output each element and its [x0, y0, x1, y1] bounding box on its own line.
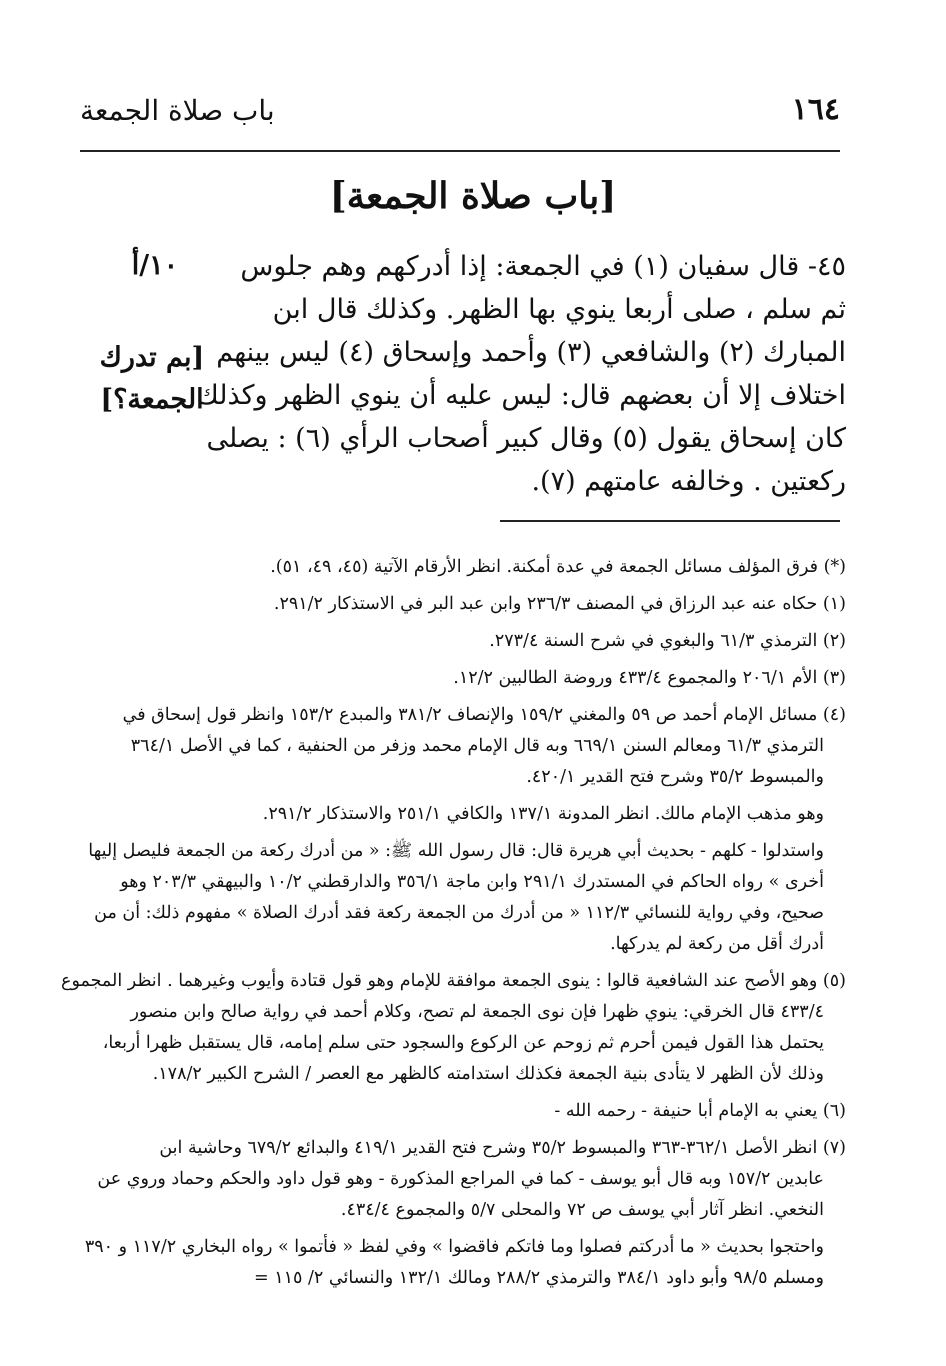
footnote-5: [61, 966, 846, 1090]
footnote-line: (٥) وهو الأصح عند الشافعية قالوا : ينوى الجمعة موافقة للإمام وهو قول قتادة وأيوب وغيرهما . انظر المجموع: [61, 971, 846, 991]
margin-folio-marker: ١٠/أ: [131, 250, 179, 281]
margin-note-line: [بم تدرك: [99, 342, 205, 373]
footnote-line: (*) فرق المؤلف مسائل الجمعة في عدة أمكنة. انظر الأرقام الآتية (٤٥، ٤٩، ٥١).: [270, 557, 846, 577]
main-text-line: اختلاف إلا أن بعضهم قال: ليس عليه أن ينوي الظهر وكذلك: [196, 380, 846, 411]
footnote-line: أدرك أقل من ركعة لم يدركها.: [610, 934, 824, 954]
footnote-3: [86, 663, 846, 694]
footnote-4-evidence: [86, 836, 846, 960]
header-rule: [80, 150, 840, 152]
footnote-7-evidence: [86, 1232, 846, 1294]
footnote-line: (١) حكاه عنه عبد الرزاق في المصنف ٢٣٦/٣ وابن عبد البر في الاستذكار ٢٩١/٢.: [273, 594, 846, 614]
footnote-line: النخعي. انظر آثار أبي يوسف ص ٧٢ والمحلى ٥/٧ والمجموع ٤٣٤/٤.: [340, 1200, 824, 1220]
footnote-rule: [500, 520, 840, 522]
footnote-7: [86, 1133, 846, 1226]
main-text-line: ٤٥- قال سفيان (١) في الجمعة: إذا أدركهم وهم جلوس: [240, 251, 846, 282]
main-text-line: المبارك (٢) والشافعي (٣) وأحمد وإسحاق (٤) ليس بينهم: [216, 337, 846, 368]
page-number: ١٦٤: [791, 92, 840, 127]
footnote-line: (٧) انظر الأصل ٣٦٢/١-٣٦٣ والمبسوط ٣٥/٢ وشرح فتح القدير ٤١٩/١ والبدائع ٦٧٩/٢ وحاشية ابن: [159, 1138, 846, 1158]
running-head: [80, 92, 840, 142]
footnote-1: [86, 589, 846, 620]
footnote-line: (٤) مسائل الإمام أحمد ص ٥٩ والمغني ١٥٩/٢ والإنصاف ٣٨١/٢ والمبدع ١٥٣/٢ وانظر قول إسحاق في: [122, 705, 846, 725]
footnote-line: أخرى » رواه الحاكم في المستدرك ٢٩١/١ وابن ماجة ٣٥٦/١ والدارقطني ١٠/٢ والبيهقي ٢٠٣/٣ وهو: [120, 872, 824, 892]
footnote-line: وهو مذهب الإمام مالك. انظر المدونة ١٣٧/١ والكافي ٢٥١/١ والاستذكار ٢٩١/٢.: [262, 804, 824, 824]
footnote-line: واستدلوا - كلهم - بحديث أبي هريرة قال: قال رسول الله ﷺ: « من أدرك ركعة من الجمعة فليصل إليها: [88, 841, 824, 861]
footnote-line: واحتجوا بحديث « ما أدركتم فصلوا وما فاتكم فاقضوا » وفي لفظ « فأتموا » رواه البخاري ١١٧/٢ و ٣٩٠: [84, 1237, 824, 1257]
running-title: باب صلاة الجمعة: [80, 94, 275, 127]
footnote-line: (٣) الأم ٢٠٦/١ والمجموع ٤٣٣/٤ وروضة الطالبين ١٢/٢.: [453, 668, 846, 688]
main-text-line: كان إسحاق يقول (٥) وقال كبير أصحاب الرأي (٦) : يصلى: [206, 423, 846, 454]
margin-note-line: الجمعة؟]: [100, 384, 204, 415]
footnotes: [61, 552, 846, 1300]
footnote-line: ومسلم ٩٨/٥ وأبو داود ٣٨٤/١ والترمذي ٢٨٨/٢ ومالك ١٣٢/١ والنسائي ٢/ ١١٥ =: [254, 1268, 824, 1288]
footnote-line: (٢) الترمذي ٦١/٣ والبغوي في شرح السنة ٢٧٣/٤.: [489, 631, 846, 651]
footnote-6: [86, 1096, 846, 1127]
chapter-title: [باب صلاة الجمعة]: [329, 175, 617, 217]
footnote-line: عابدين ١٥٧/٢ وبه قال أبو يوسف - كما في المراجع المذكورة - وهو قول داود والحكم وحماد وروي عن: [97, 1169, 824, 1189]
footnote-line: والمبسوط ٣٥/٢ وشرح فتح القدير ٤٢٠/١.: [526, 767, 824, 787]
main-text-line: ركعتين . وخالفه عامتهم (٧).: [531, 466, 846, 497]
footnote-line: الترمذي ٦١/٣ ومعالم السنن ٦٦٩/١ وبه قال الإمام محمد وزفر من الحنفية ، كما في الأصل ٣٦٤/١: [130, 736, 824, 756]
footnote-line: صحيح، وفي رواية للنسائي ١١٢/٣ « من أدرك من الجمعة ركعة فقد أدرك الصلاة » مفهوم ذلك: أن من: [94, 903, 824, 923]
footnote-2: [86, 626, 846, 657]
footnote-line: ٤٣٣/٤ قال الخرقي: ينوي ظهرا فإن نوى الجمعة لم تصح، وكلام أحمد في رواية صالح وابن منصور: [130, 1002, 824, 1022]
footnote-4: [86, 700, 846, 793]
footnote-line: (٦) يعني به الإمام أبا حنيفة - رحمه الله -: [554, 1101, 846, 1121]
footnote-star: [86, 552, 846, 583]
main-text: [196, 245, 846, 503]
footnote-line: يحتمل هذا القول فيمن أحرم ثم زوحم عن الركوع والسجود حتى سلم إمامه، قال يستقبل ظهرا أربعا،: [102, 1033, 824, 1053]
footnote-4-maliki: [86, 799, 846, 830]
main-text-line: ثم سلم ، صلى أربعا ينوي بها الظهر. وكذلك قال ابن: [272, 294, 846, 325]
margin-note: [92, 337, 212, 421]
footnote-line: وذلك لأن الظهر لا يتأدى بنية الجمعة فكذلك استدامته كالظهر مع العصر / الشرح الكبير ١٧٨/٢.: [152, 1064, 824, 1084]
